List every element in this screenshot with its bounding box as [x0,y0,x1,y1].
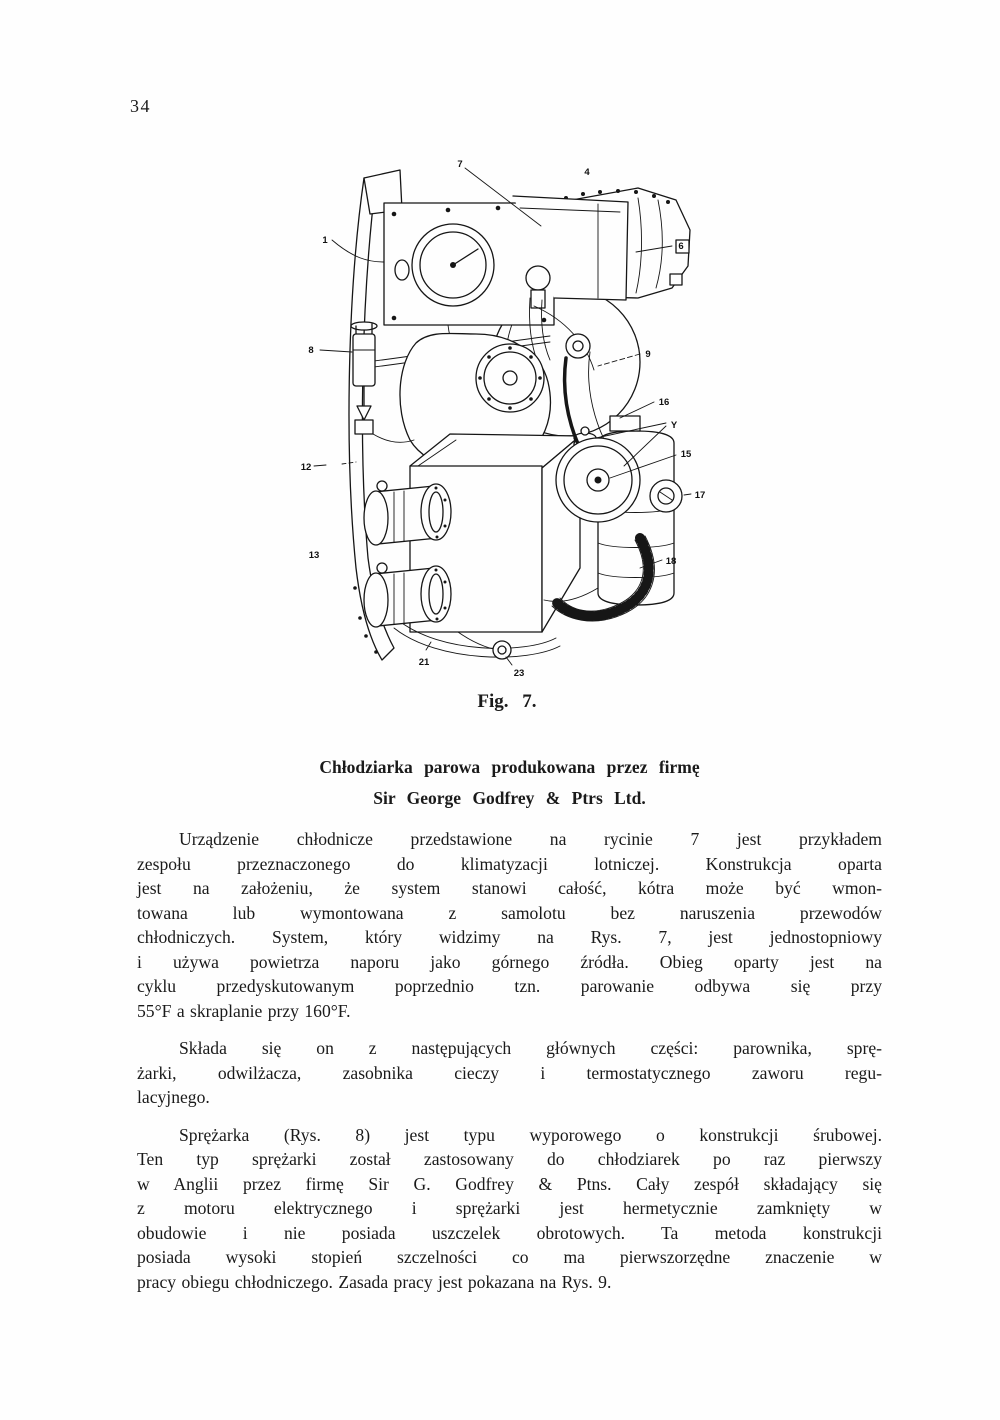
paragraph [137,1036,882,1110]
text-line: Składa się on z następujących głównych części: parownika, sprę- [179,1038,882,1058]
callout-y: Y [670,420,678,431]
figure-7-technical-drawing [298,148,716,693]
heading-line-1: Chłodziarka parowa produkowana przez firmę [319,757,700,777]
callout-16: 16 [658,397,670,408]
text-line: jest na założeniu, że system stanowi całość, kótra może być wmon- [137,878,882,898]
text-line: i używa powietrza naporu jako górnego źródła. Obieg oparty jest na [137,951,882,972]
figure-caption: Fig. 7. [477,691,537,712]
callout-1: 1 [322,235,328,246]
callout-21: 21 [418,657,430,668]
text-line: żarki, odwilżacza, zasobnika cieczy i termostatycznego zaworu regu- [137,1062,882,1083]
refrigeration-unit-drawing [298,148,716,693]
callout-4: 4 [584,167,590,178]
text-line: Urządzenie chłodnicze przedstawione na rycinie 7 jest przykładem [179,829,882,849]
text-line: w Anglii przez firmę Sir G. Godfrey & Ptns. Cały zespół składający się [137,1173,882,1194]
text-line: zespołu przeznaczonego do klimatyzacji lotniczej. Konstrukcja oparta [137,853,882,874]
section-heading [137,752,882,814]
text-line: z motoru elektrycznego i sprężarki jest hermetycznie zamknięty w [137,1198,882,1218]
text-line: chłodniczych. System, który widzimy na Rys. 7, jest jednostopniowy [137,927,882,947]
text-line: cyklu przedyskutowanym poprzednio tzn. parowanie odbywa się przy [137,976,882,996]
text-line: Ten typ sprężarki został zastosowany do chłodziarek po raz pierwszy [137,1149,882,1169]
body-text [137,827,882,1307]
text-line: lacyjnego. [137,1087,210,1107]
text-line: 55°F a skraplanie przy 160°F. [137,1000,351,1021]
callout-15: 15 [680,449,692,460]
text-line: obudowie i nie posiada uszczelek obrotowych. Ta metoda konstrukcji [137,1222,882,1243]
callout-12: 12 [300,462,312,473]
callout-23: 23 [513,668,525,679]
callout-18: 18 [665,556,677,567]
page-number: 34 [130,96,151,116]
callout-7: 7 [457,159,463,170]
text-line: posiada wysoki stopień szczelności co ma pierwszorzędne znaczenie w [137,1247,882,1267]
text-line: towana lub wymontowana z samolotu bez naruszenia przewodów [137,902,882,923]
paragraph [137,1123,882,1295]
paragraph [137,827,882,1023]
text-line: pracy obiegu chłodniczego. Zasada pracy jest pokazana na Rys. 9. [137,1271,612,1292]
callout-9: 9 [645,349,651,360]
callout-8: 8 [308,345,314,356]
heading-line-2: Sir George Godfrey & Ptrs Ltd. [373,788,646,808]
callout-6: 6 [678,241,684,252]
text-line: Sprężarka (Rys. 8) jest typu wyporowego o konstrukcji śrubowej. [179,1124,882,1145]
callout-17: 17 [694,490,706,501]
callout-13: 13 [308,550,320,561]
